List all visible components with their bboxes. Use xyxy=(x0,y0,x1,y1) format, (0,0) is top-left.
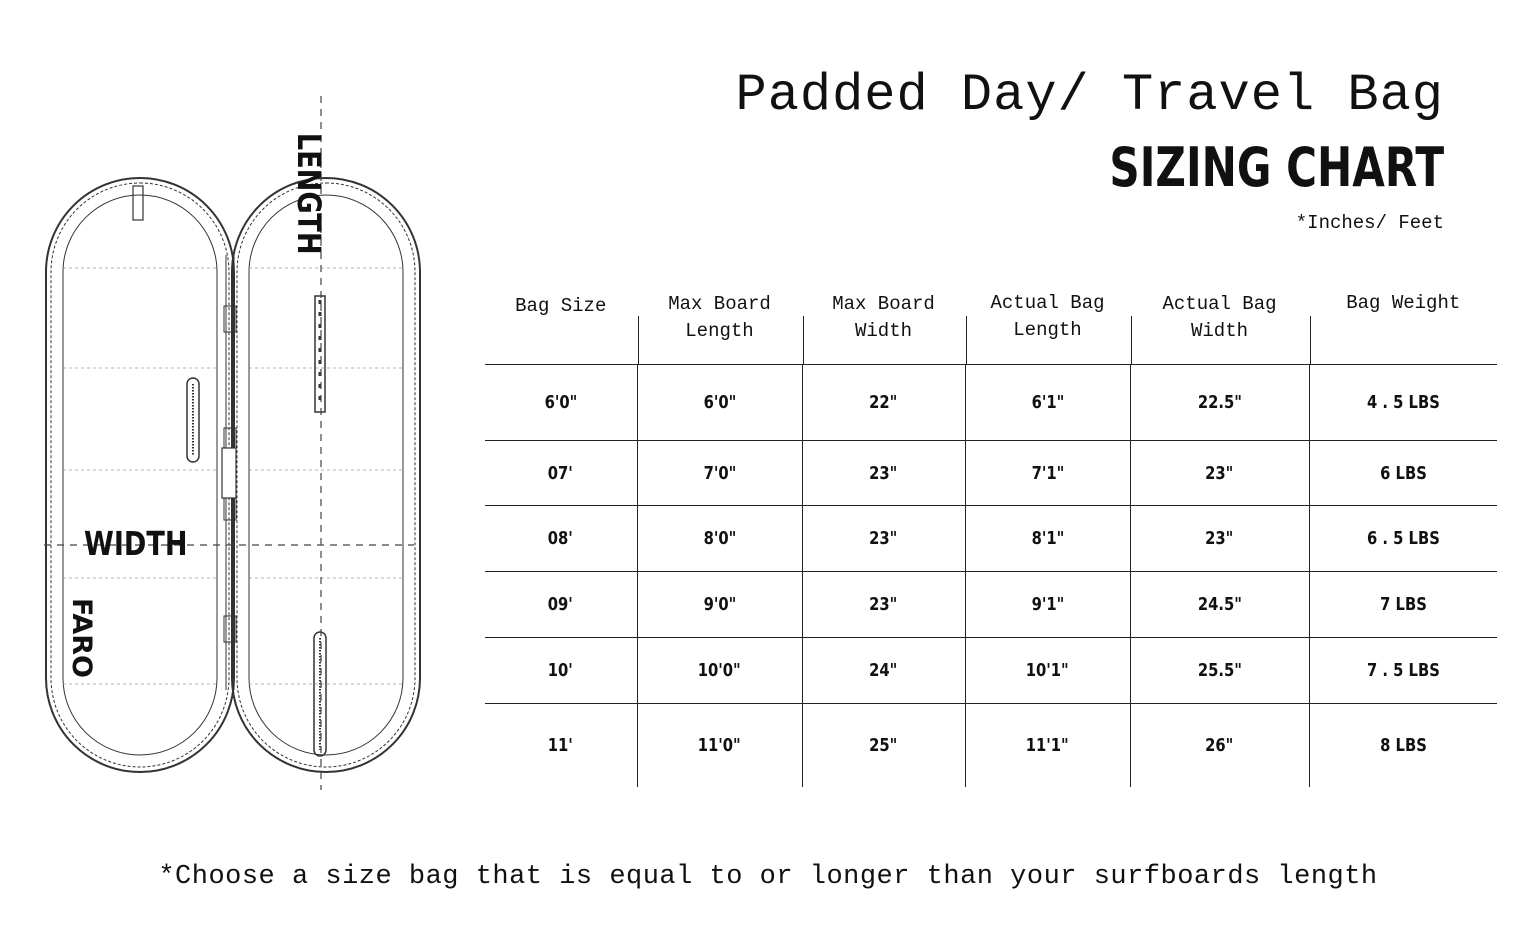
cell-bag-weight: 7 LBS xyxy=(1309,572,1497,638)
table-row xyxy=(485,572,1497,638)
cell-actual-bag-width: 26" xyxy=(1130,704,1309,787)
cell-bag-size: 08' xyxy=(485,506,637,572)
cell-actual-bag-length: 8'1" xyxy=(965,506,1130,572)
cell-actual-bag-width: 23" xyxy=(1130,506,1309,572)
header-max-board-length: Max Board Length xyxy=(637,284,802,365)
cell-max-board-length: 6'0" xyxy=(637,365,802,441)
cell-bag-size: 09' xyxy=(485,572,637,638)
header-actual-bag-width: Actual Bag Width xyxy=(1130,284,1309,365)
length-label xyxy=(290,122,328,265)
cell-max-board-length: 7'0" xyxy=(637,441,802,506)
cell-bag-weight: 8 LBS xyxy=(1309,704,1497,787)
table-header-row xyxy=(485,284,1497,365)
cell-max-board-length: 8'0" xyxy=(637,506,802,572)
cell-max-board-width: 23" xyxy=(802,441,965,506)
table-row xyxy=(485,506,1497,572)
cell-bag-weight: 6 . 5 LBS xyxy=(1309,506,1497,572)
width-label: WIDTH xyxy=(84,524,188,563)
header-bag-size: Bag Size xyxy=(485,284,637,365)
page-title: Padded Day/ Travel Bag xyxy=(735,66,1444,125)
header-bag-weight: Bag Weight xyxy=(1309,284,1497,365)
cell-bag-size: 10' xyxy=(485,638,637,704)
cell-actual-bag-length: 10'1" xyxy=(965,638,1130,704)
footnote: *Choose a size bag that is equal to or longer than your surfboards length xyxy=(158,862,1378,892)
units-note: *Inches/ Feet xyxy=(1295,212,1444,234)
bag-illustration xyxy=(0,0,480,946)
brand-label: FARO xyxy=(66,598,97,678)
table-row xyxy=(485,638,1497,704)
cell-max-board-width: 24" xyxy=(802,638,965,704)
cell-actual-bag-width: 24.5" xyxy=(1130,572,1309,638)
cell-actual-bag-width: 23" xyxy=(1130,441,1309,506)
cell-max-board-length: 10'0" xyxy=(637,638,802,704)
sizing-table xyxy=(485,284,1497,787)
cell-max-board-length: 11'0" xyxy=(637,704,802,787)
cell-max-board-width: 22" xyxy=(802,365,965,441)
cell-max-board-width: 23" xyxy=(802,572,965,638)
cell-bag-weight: 4 . 5 LBS xyxy=(1309,365,1497,441)
cell-max-board-length: 9'0" xyxy=(637,572,802,638)
table-row xyxy=(485,704,1497,787)
cell-bag-weight: 6 LBS xyxy=(1309,441,1497,506)
page-subtitle: SIZING CHART xyxy=(1109,136,1444,199)
cell-actual-bag-length: 11'1" xyxy=(965,704,1130,787)
length-label-text: LENGTH xyxy=(290,132,328,255)
cell-bag-size: 6'0" xyxy=(485,365,637,441)
cell-bag-weight: 7 . 5 LBS xyxy=(1309,638,1497,704)
cell-max-board-width: 23" xyxy=(802,506,965,572)
bag-right-half xyxy=(232,178,420,772)
header-actual-bag-length: Actual Bag Length xyxy=(965,284,1130,365)
cell-actual-bag-length: 9'1" xyxy=(965,572,1130,638)
cell-actual-bag-length: 7'1" xyxy=(965,441,1130,506)
bag-left-half xyxy=(46,178,234,772)
header-max-board-width: Max Board Width xyxy=(802,284,965,365)
bag-diagram xyxy=(0,0,480,946)
table-row xyxy=(485,441,1497,506)
cell-bag-size: 11' xyxy=(548,734,574,756)
cell-actual-bag-length: 6'1" xyxy=(965,365,1130,441)
cell-bag-size: 07' xyxy=(485,441,637,506)
cell-max-board-width: 25" xyxy=(802,704,965,787)
cell-actual-bag-width: 25.5" xyxy=(1130,638,1309,704)
cell-actual-bag-width: 22.5" xyxy=(1130,365,1309,441)
table-row xyxy=(485,365,1497,441)
